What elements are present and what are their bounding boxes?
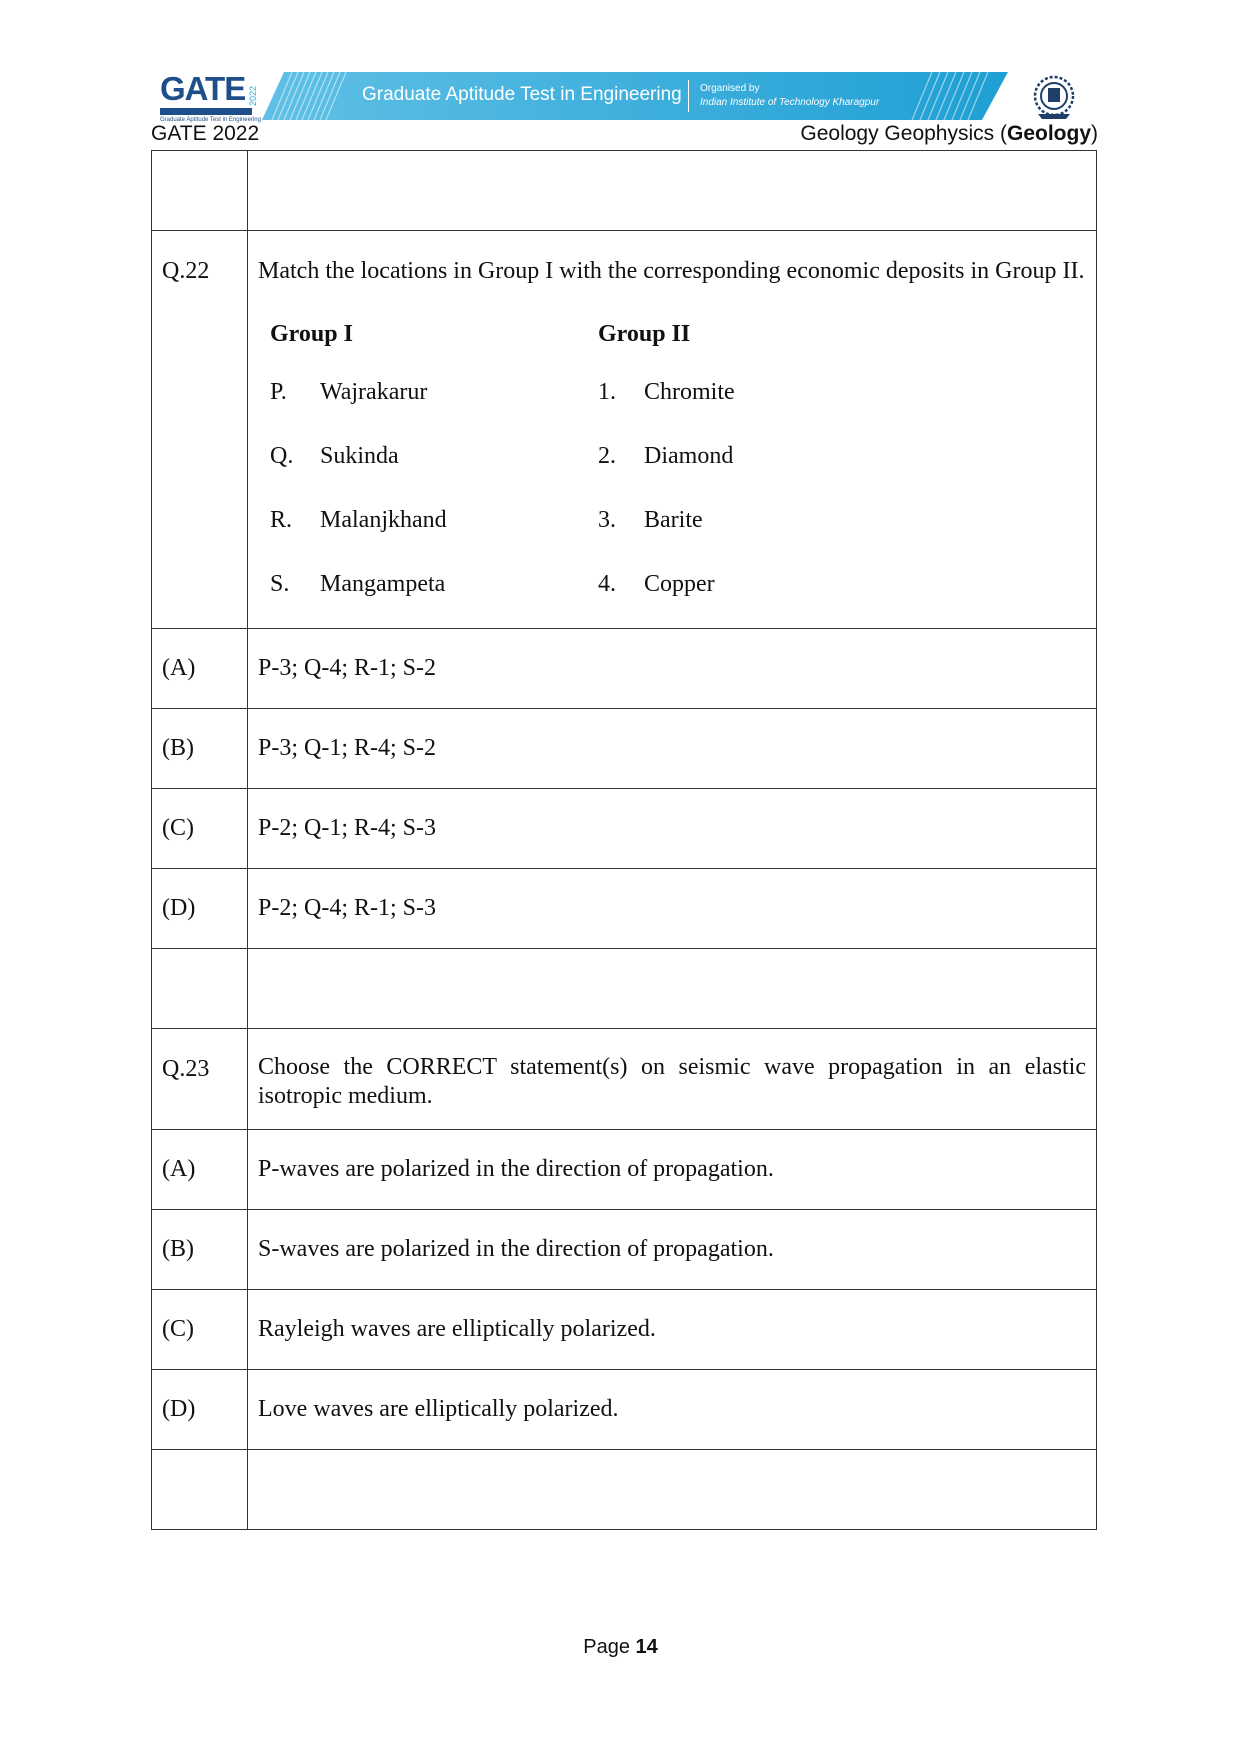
question-row-q22 <box>152 231 1097 629</box>
option-label: (D) <box>152 869 248 949</box>
banner-title: Graduate Aptitude Test in Engineering <box>362 84 682 105</box>
option-label: (D) <box>152 1370 248 1450</box>
question-text: Choose the CORRECT statement(s) on seismic wave propagation in an elastic isotropic medium. <box>258 1054 1086 1109</box>
option-text: P-3; Q-4; R-1; S-2 <box>248 629 1097 709</box>
option-row <box>152 1130 1097 1210</box>
option-label: (C) <box>152 1290 248 1370</box>
logo-year: 2022 <box>248 85 258 106</box>
logo-subtitle: Graduate Aptitude Test in Engineering <box>160 117 261 123</box>
logo-text: GATE <box>160 70 246 107</box>
spacer-row <box>152 949 1097 1029</box>
banner-divider <box>688 80 689 112</box>
option-row <box>152 709 1097 789</box>
group1-item: P. Wajrakarur <box>270 379 428 405</box>
subject-bold: Geology <box>1006 122 1091 145</box>
page-number: 14 <box>635 1636 658 1658</box>
question-number: Q.22 <box>162 258 210 284</box>
group2-item: 4. Copper <box>598 571 715 597</box>
option-text: P-3; Q-1; R-4; S-2 <box>248 709 1097 789</box>
banner-organiser <box>700 82 879 110</box>
option-text: Love waves are elliptically polarized. <box>248 1370 1097 1450</box>
group1-item: S. Mangampeta <box>270 571 446 597</box>
iit-kharagpur-emblem-icon <box>1032 74 1076 120</box>
spacer-row <box>152 151 1097 231</box>
group2-item: 3. Barite <box>598 507 703 533</box>
option-text: S-waves are polarized in the direction of propagation. <box>248 1210 1097 1290</box>
group2-item: 2. Diamond <box>598 443 734 469</box>
spacer-row <box>152 1450 1097 1530</box>
group1-item: Q. Sukinda <box>270 443 399 469</box>
page-footer <box>0 1636 1241 1659</box>
subject-suffix: ) <box>1091 122 1098 145</box>
option-label: (A) <box>152 1130 248 1210</box>
subject-prefix: Geology Geophysics ( <box>800 122 1007 145</box>
running-header-subject <box>800 122 1098 146</box>
match-groups <box>258 298 1086 628</box>
option-text: P-waves are polarized in the direction of propagation. <box>248 1130 1097 1210</box>
option-row <box>152 789 1097 869</box>
group1-title: Group I <box>270 321 353 347</box>
option-row <box>152 629 1097 709</box>
question-row-q23 <box>152 1029 1097 1130</box>
question-text: Match the locations in Group I with the corresponding economic deposits in Group II. <box>258 258 1085 284</box>
group1-item: R. Malanjkhand <box>270 507 447 533</box>
option-text: P-2; Q-4; R-1; S-3 <box>248 869 1097 949</box>
gate-logo <box>160 70 261 124</box>
option-text: P-2; Q-1; R-4; S-3 <box>248 789 1097 869</box>
option-label: (A) <box>152 629 248 709</box>
group2-item: 1. Chromite <box>598 379 735 405</box>
option-text: Rayleigh waves are elliptically polarized. <box>248 1290 1097 1370</box>
option-label: (C) <box>152 789 248 869</box>
option-row <box>152 1370 1097 1450</box>
option-row <box>152 1210 1097 1290</box>
option-row <box>152 1290 1097 1370</box>
logo-bar <box>160 108 252 115</box>
option-label: (B) <box>152 709 248 789</box>
question-number: Q.23 <box>162 1056 210 1082</box>
group2-title: Group II <box>598 321 691 347</box>
organiser-name: Indian Institute of Technology Kharagpur <box>700 97 880 108</box>
header-banner <box>262 72 1008 120</box>
running-header-exam: GATE 2022 <box>151 122 260 145</box>
page-label: Page <box>583 1636 636 1658</box>
question-table <box>151 150 1097 1530</box>
option-label: (B) <box>152 1210 248 1290</box>
option-row <box>152 869 1097 949</box>
organised-by-label: Organised by <box>700 83 760 94</box>
